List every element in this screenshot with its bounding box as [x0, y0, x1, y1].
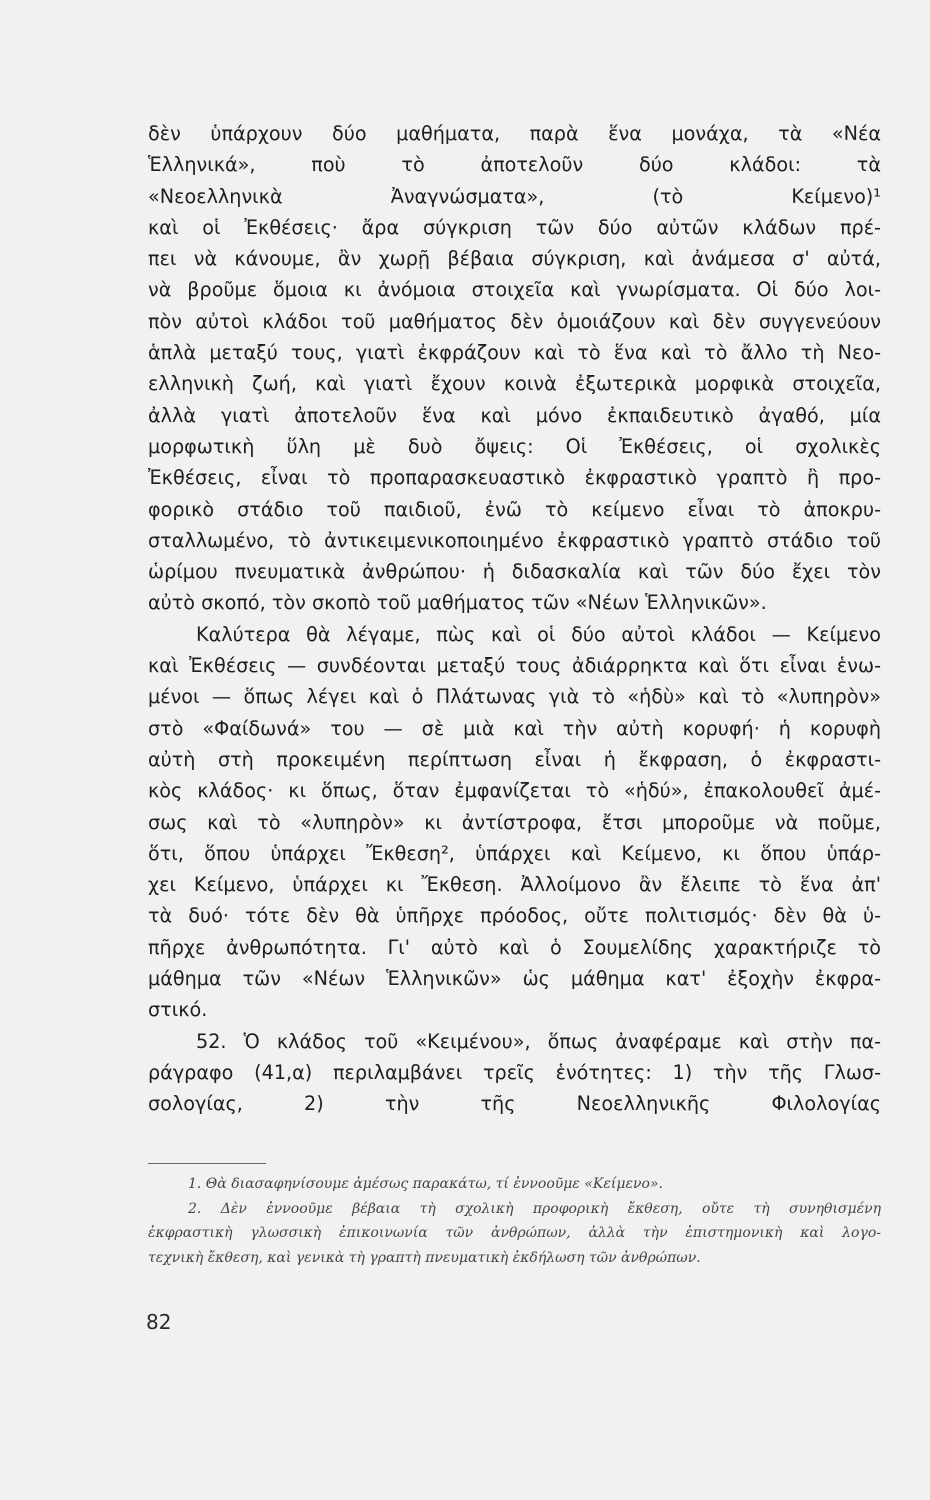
text-line: ὅτι, ὅπου ὑπάρχει Ἔκθεση², ὑπάρχει καὶ Κείμενο, κι ὅπου ὑπάρ-: [148, 841, 881, 865]
text-line: τὰ δυό· τότε δὲν θὰ ὑπῆρχε πρόοδος, οὔτε πολιτισμός· δὲν θὰ ὑ-: [148, 904, 881, 928]
footnote-line: 1. Θὰ διασαφηνίσουμε ἀμέσως παρακάτω, τί ἐννοοῦμε «Κείμενο».: [188, 1176, 663, 1192]
text-line: «Νεοελληνικὰ Ἀναγνώσματα», (τὸ Κείμενο)¹: [148, 184, 881, 208]
text-line: αὐτὸ σκοπό, τὸν σκοπὸ τοῦ μαθήματος τῶν «Νέων Ἑλληνικῶν».: [148, 591, 767, 615]
text-line: χει Κείμενο, ὑπάρχει κι Ἔκθεση. Ἀλλοίμονο ἂν ἔλειπε τὸ ἕνα ἀπ': [148, 873, 881, 897]
text-line: σως καὶ τὸ «λυπηρὸν» κι ἀντίστροφα, ἔτσι μποροῦμε νὰ ποῦμε,: [148, 810, 881, 834]
text-line: μορφωτικὴ ὕλη μὲ δυὸ ὄψεις: Οἱ Ἐκθέσεις, οἱ σχολικὲς: [148, 434, 881, 458]
footnote-line: ἐκφραστικὴ γλωσσικὴ ἐπικοινωνία τῶν ἀνθρώπων, ἀλλὰ τὴν ἐπιστημονικὴ καὶ λογο-: [148, 1225, 881, 1241]
text-line: Ἐκθέσεις, εἶναι τὸ προπαρασκευαστικὸ ἐκφραστικὸ γραπτὸ ἢ προ-: [148, 466, 881, 490]
text-line: μένοι — ὅπως λέγει καὶ ὁ Πλάτωνας γιὰ τὸ «ἡδὺ» καὶ τὸ «λυπηρὸν»: [148, 685, 881, 709]
text-line: δὲν ὑπάρχουν δύο μαθήματα, παρὰ ἕνα μονάχα, τὰ «Νέα: [148, 122, 881, 145]
text-line: 52. Ὁ κλάδος τοῦ «Κειμένου», ὅπως ἀναφέραμε καὶ στὴν πα-: [196, 1029, 881, 1053]
text-line: ελληνικὴ ζωή, καὶ γιατὶ ἔχουν κοινὰ ἐξωτερικὰ μορφικὰ στοιχεῖα,: [148, 372, 881, 396]
text-line: ὡρίμου πνευματικὰ ἀνθρώπου· ἡ διδασκαλία καὶ τῶν δύο ἔχει τὸν: [148, 560, 881, 584]
text-line: πῆρχε ἀνθρωπότητα. Γι' αὐτὸ καὶ ὁ Σουμελίδης χαρακτήριζε τὸ: [148, 935, 881, 959]
text-line: κὸς κλάδος· κι ὅπως, ὅταν ἐμφανίζεται τὸ «ἡδύ», ἐπακολουθεῖ ἀμέ-: [148, 779, 881, 803]
footnotes: [148, 1172, 881, 1270]
text-line: μάθημα τῶν «Νέων Ἑλληνικῶν» ὡς μάθημα κατ' ἐξοχὴν ἐκφρα-: [148, 967, 881, 991]
footnote-divider: [148, 1163, 266, 1164]
text-line: ράγραφο (41,α) περιλαμβάνει τρεῖς ἑνότητες: 1) τὴν τῆς Γλωσ-: [148, 1060, 881, 1084]
text-line: φορικὸ στάδιο τοῦ παιδιοῦ, ἐνῶ τὸ κείμενο εἶναι τὸ ἀποκρυ-: [148, 497, 881, 521]
text-line: στὸ «Φαίδωνά» του — σὲ μιὰ καὶ τὴν αὐτὴ κορυφή· ἡ κορυφὴ: [148, 716, 881, 740]
text-line: καὶ οἱ Ἐκθέσεις· ἄρα σύγκριση τῶν δύο αὐτῶν κλάδων πρέ-: [148, 215, 881, 239]
body-text: [148, 118, 881, 1120]
footnote-line: τεχνικὴ ἔκθεση, καὶ γενικὰ τὴ γραπτὴ πνευματικὴ ἐκδήλωση τῶν ἀνθρώπων.: [148, 1249, 701, 1266]
footnote-line: 2. Δὲν ἐννοοῦμε βέβαια τὴ σχολικὴ προφορικὴ ἔκθεση, οὔτε τὴ συνηθισμένη: [188, 1200, 881, 1217]
text-line: ἀλλὰ γιατὶ ἀποτελοῦν ἕνα καὶ μόνο ἐκπαιδευτικὸ ἀγαθό, μία: [148, 403, 881, 427]
text-line: νὰ βροῦμε ὅμοια κι ἀνόμοια στοιχεῖα καὶ γνωρίσματα. Οἱ δύο λοι-: [148, 278, 881, 302]
text-line: ἁπλὰ μεταξύ τους, γιατὶ ἐκφράζουν καὶ τὸ ἕνα καὶ τὸ ἄλλο τὴ Νεο-: [148, 341, 881, 365]
text-line: σολογίας, 2) τὴν τῆς Νεοελληνικῆς Φιλολογίας: [148, 1092, 881, 1116]
page-number: 82: [146, 1310, 172, 1334]
text-line: πὸν αὐτοὶ κλάδοι τοῦ μαθήματος δὲν ὁμοιάζουν καὶ δὲν συγγενεύουν: [148, 309, 881, 333]
text-line: Καλύτερα θὰ λέγαμε, πὼς καὶ οἱ δύο αὐτοὶ κλάδοι — Κείμενο: [196, 622, 881, 646]
text-line: αὐτὴ στὴ προκειμένη περίπτωση εἶναι ἡ ἔκφραση, ὁ ἐκφραστι-: [148, 747, 881, 771]
text-line: σταλλωμένο, τὸ ἀντικειμενικοποιημένο ἐκφραστικὸ γραπτὸ στάδιο τοῦ: [148, 528, 881, 552]
text-line: καὶ Ἐκθέσεις — συνδέονται μεταξύ τους ἀδιάρρηκτα καὶ ὅτι εἶναι ἑνω-: [148, 654, 881, 678]
text-line: πει νὰ κάνουμε, ἂν χωρῇ βέβαια σύγκριση, καὶ ἀνάμεσα σ' αὐτά,: [148, 247, 881, 271]
text-line: Ἑλληνικά», ποὺ τὸ ἀποτελοῦν δύο κλάδοι: τὰ: [148, 153, 881, 177]
text-line: στικό.: [148, 998, 208, 1022]
